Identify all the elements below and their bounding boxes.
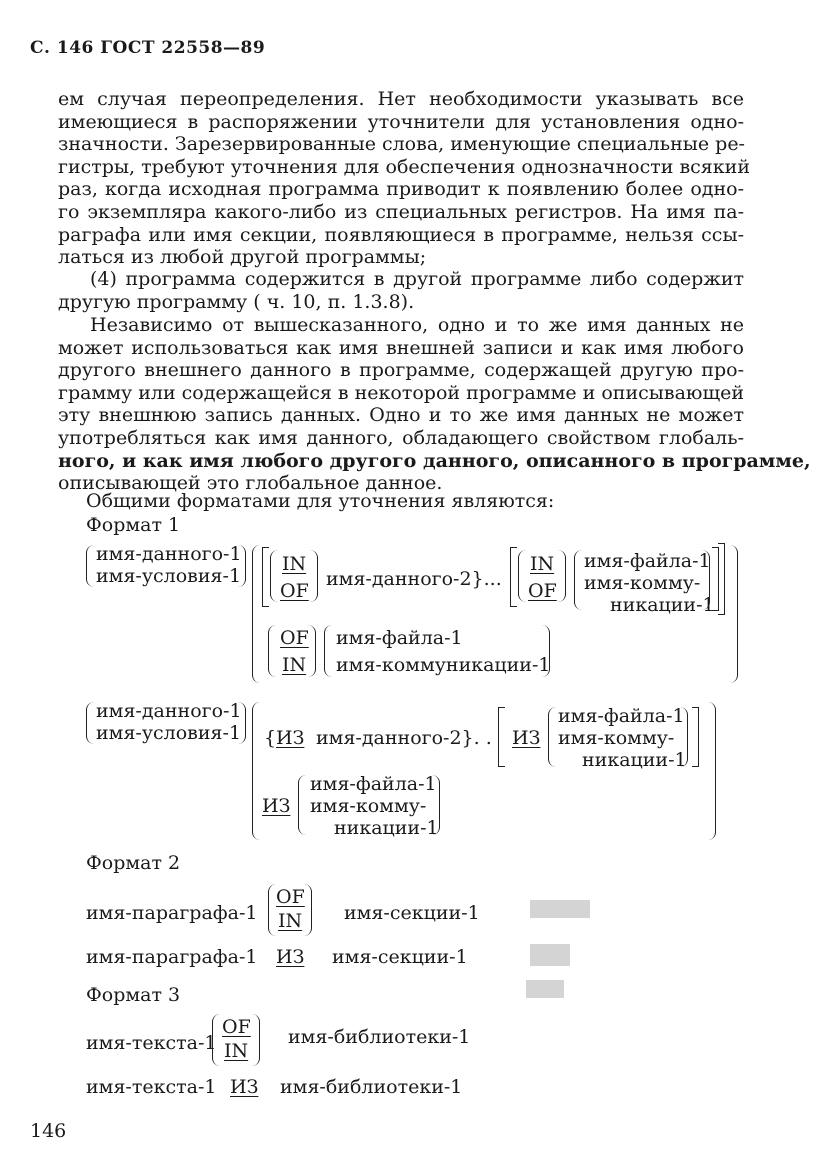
keyword-iz: ИЗ: [276, 946, 305, 968]
bracket-left: [498, 707, 505, 767]
text-line: эту внешнюю запись данных. Одно и то же имя данных не может: [58, 404, 744, 427]
keyword-in: IN: [282, 553, 307, 575]
brace-left: [298, 775, 308, 835]
text-line: значности. Зарезервированные слова, именующие специальные ре-: [58, 133, 745, 156]
condition-name-1: имя-условия-1: [96, 722, 242, 744]
brace-right: [308, 550, 318, 602]
text-line: Независимо от вышесказанного, одно и то же имя данных не: [90, 314, 744, 336]
text-line: грамму или содержащейся в некоторой программе и описывающей: [58, 381, 745, 404]
text-line: может использоваться как имя внешней записи и как имя любого: [58, 336, 744, 359]
condition-name-1: имя-условия-1: [96, 565, 242, 587]
text-line: гистры, требуют уточнения для обеспечения однозначности всякий: [58, 155, 750, 178]
file-name-1: имя-файла-1: [336, 627, 463, 649]
paragraph-name-1: имя-параграфа-1: [86, 946, 258, 968]
keyword-in: IN: [278, 910, 303, 932]
intro-paragraph: [58, 88, 750, 269]
text-line: другую программу ( ч. 10, п. 1.3.8).: [58, 290, 415, 313]
data-name-1: имя-данного-1: [96, 700, 242, 722]
brace-right: [706, 702, 716, 840]
text-line: (4) программа содержится в другой программе либо содержит: [90, 268, 744, 290]
data-name-1: имя-данного-1: [96, 543, 242, 565]
bracket-left: [510, 547, 517, 607]
text-line: ного, и как имя любого другого данного, описанного в программе,: [58, 449, 811, 472]
keyword-in: IN: [530, 553, 555, 575]
format-1-title: Формат 1: [86, 514, 181, 536]
keyword-iz: ИЗ: [262, 795, 291, 817]
comm-name-part1: имя-комму-: [558, 727, 675, 749]
keyword-of: OF: [280, 580, 309, 602]
file-name-1: имя-файла-1: [584, 550, 711, 572]
brace-right: [306, 625, 316, 677]
brace-left: [324, 625, 334, 677]
keyword-of: OF: [528, 580, 557, 602]
keyword-of: OF: [222, 1016, 251, 1038]
section-name-1: имя-секции-1: [332, 946, 468, 968]
second-paragraph: [58, 314, 811, 495]
text-line: описывающей это глобальное данное.: [58, 472, 443, 495]
brace-left: [574, 550, 584, 610]
page-header: С. 146 ГОСТ 22558—89: [30, 38, 266, 58]
keyword-iz: ИЗ: [230, 1076, 259, 1098]
format-2-title: Формат 2: [86, 852, 181, 874]
brace-right: [540, 625, 550, 677]
brace-left: [548, 707, 558, 767]
text-line: раз, когда исходная программа приводит к появлению более одно-: [58, 178, 744, 201]
brace-right: [236, 702, 246, 744]
scan-noise: [530, 944, 570, 966]
brace-right: [302, 884, 312, 936]
brace-right: [430, 775, 440, 835]
format-3-title: Формат 3: [86, 984, 181, 1006]
file-name-1: имя-файла-1: [310, 773, 437, 795]
bracket-right: [692, 707, 699, 767]
keyword-of: OF: [280, 627, 309, 649]
comm-name-part2: никации-1: [610, 594, 715, 616]
text-line: ем случая переопределения. Нет необходимости указывать все: [58, 88, 744, 110]
brace-left: [252, 545, 262, 683]
brace-left: [268, 625, 278, 677]
text-line: другого внешнего данного в программе, содержащей другую про-: [58, 359, 744, 382]
data-name-2: имя-данного-2}...: [326, 568, 502, 590]
keyword-in: IN: [282, 654, 307, 676]
item-4-paragraph: [58, 268, 744, 313]
brace-open: {: [264, 727, 277, 749]
text-line: латься из любой другой программы;: [58, 246, 427, 269]
keyword-iz: ИЗ: [276, 727, 305, 749]
keyword-of: OF: [276, 886, 305, 908]
comm-name-1: имя-коммуникации-1: [336, 654, 551, 676]
data-name-2: имя-данного-2}. .: [316, 727, 492, 749]
text-name-1: имя-текста-1: [86, 1076, 217, 1098]
comm-name-part2: никации-1: [582, 749, 687, 771]
text-line: раграфа или имя секции, появляющиеся в программе, нельзя ссы-: [58, 223, 744, 246]
text-name-1: имя-текста-1: [86, 1032, 217, 1054]
brace-left: [86, 702, 96, 744]
brace-left: [252, 702, 262, 840]
keyword-iz: ИЗ: [512, 727, 541, 749]
bracket-right: [718, 543, 725, 615]
brace-right: [250, 1014, 260, 1066]
bracket-left: [262, 547, 269, 607]
text-line: го экземпляра какого-либо из специальных регистров. На имя па-: [58, 200, 744, 223]
file-name-1: имя-файла-1: [558, 705, 685, 727]
brace-left: [518, 550, 528, 602]
comm-name-part2: никации-1: [334, 817, 439, 839]
brace-right: [236, 545, 246, 587]
comm-name-part1: имя-комму-: [584, 572, 701, 594]
brace-left: [86, 545, 96, 587]
general-formats-heading: Общими форматами для уточнения являются:: [86, 490, 555, 512]
brace-right: [728, 545, 738, 683]
brace-left: [270, 550, 280, 602]
scan-noise: [526, 980, 564, 998]
brace-left: [212, 1014, 222, 1066]
text-line: имеющиеся в распоряжении уточнители для установления одно-: [58, 110, 744, 133]
section-name-1: имя-секции-1: [344, 902, 480, 924]
comm-name-part1: имя-комму-: [310, 795, 427, 817]
page-number: 146: [30, 1120, 67, 1142]
library-name-1: имя-библиотеки-1: [280, 1076, 463, 1098]
text-line: употребляться как имя данного, обладающего свойством глобаль-: [58, 426, 744, 449]
scan-noise: [530, 900, 590, 918]
paragraph-name-1: имя-параграфа-1: [86, 902, 258, 924]
library-name-1: имя-библиотеки-1: [288, 1026, 471, 1048]
brace-right: [700, 550, 710, 610]
keyword-in: IN: [224, 1040, 249, 1062]
brace-right: [678, 707, 688, 767]
brace-right: [556, 550, 566, 602]
